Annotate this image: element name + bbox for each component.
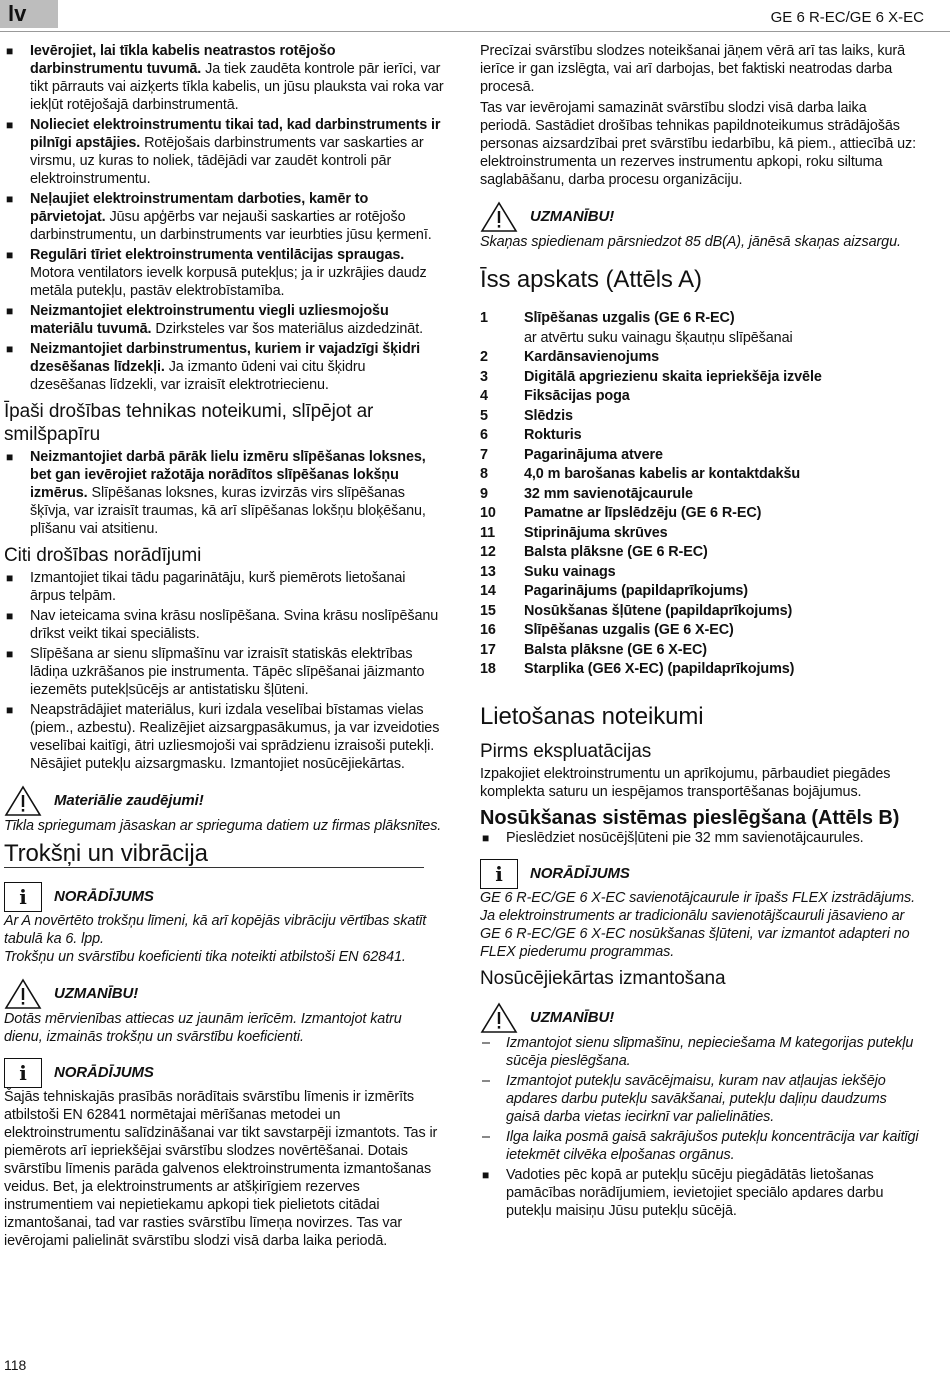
list-item: ■ Pieslēdziet nosūcējšļūteni pie 32 mm savienotājcaurules.	[480, 829, 920, 847]
safety-bullet: ■ Neizmantojiet elektroinstrumentu viegli uzliesmojošu materiālu tuvumā. Dzirksteles var šos materiālus aizdedzināt.	[4, 302, 444, 338]
left-column	[4, 42, 444, 1253]
info-icon: i	[4, 1058, 42, 1088]
list-item: 5 Slēdzis	[480, 407, 573, 424]
note-text: GE 6 R-EC/GE 6 X-EC savienotājcaurule ir īpašs FLEX izstrādājums. Ja elektroinstruments ar tradicionālu savienotājšcauruli jāsavieno ar GE 6 R-EC/GE 6 X-EC nosūkšanas šļūteni, var izmantot adapteri no FLEX piederumu programmas.	[480, 889, 915, 960]
list-item: – Izmantojot putekļu savācējmaisu, kuram nav atļaujas iekšējo apdares darbu putekļu savākšanai, putekļu daļiņu daudzums gaisā darba vietas iecirknī var palielināties.	[480, 1072, 920, 1126]
info-icon: i	[480, 859, 518, 889]
note-text: Ar A novērtēto trokšņu līmeni, kā arī kopējās vibrāciju vērtības skatīt tabulā ka 6. lpp. Trokšņu un svārstību koeficienti tika noteikti atbilstoši EN 62841.	[4, 913, 427, 965]
list-item: 7 Pagarinājuma atvere	[480, 446, 663, 463]
note-label: NORĀDĪJUMS	[530, 864, 630, 882]
notice-label: UZMANĪBU!	[530, 1008, 615, 1026]
note-label: NORĀDĪJUMS	[54, 1064, 154, 1081]
safety-bullet: ■ Nolieciet elektroinstrumentu tikai tad, kad darbinstruments ir pilnīgi apstājies. Rotējošais darbinstruments var saskarties ar virsmu, uz kuras to noliek, tādējādi var zaudēt kontroli pār elektroinstrumentu.	[4, 116, 444, 188]
list-item: 12 Balsta plāksne (GE 6 R-EC)	[480, 544, 708, 560]
caution-notice	[4, 978, 444, 1010]
safety-bullet: ■ Ievērojiet, lai tīkla kabelis neatrastos rotējošo darbinstrumentu tuvumā. Ja tiek zaudēta kontrole pār ierīci, var tikt pārrauts vai aizķerts tīkla kabelis, un jūsu plauksta vai roka var iekļūt rotējošajā darbinstrumentā.	[4, 42, 444, 114]
page-number: 118	[4, 1357, 27, 1373]
list-item: 8 4,0 m barošanas kabelis ar kontaktdakšu	[480, 466, 801, 482]
list-item: ■ Neapstrādājiet materiālus, kuri izdala veselībai bīstamas vielas (piem., azbestu). Realizējiet aizsargpasākumus, ja var izveidoties veselībai kaitīgi, ātri uzliesmojoši vai sprādzienu izraisoši putekļi. Nēsājiet putekļu aizsargmasku. Izmantojiet nosūcējiekārtas.	[4, 701, 444, 773]
notice-label: UZMANĪBU!	[530, 208, 615, 225]
divider	[4, 867, 424, 868]
safety-bullet: ■ Neļaujiet elektroinstrumentam darboties, kamēr to pārvietojat. Jūsu apģērbs var nejauši saskarties ar rotējošo darbinstrumentu, un darbinstruments var ieurbties jūsu ķermenī.	[4, 190, 444, 244]
info-icon: i	[4, 882, 42, 912]
safety-bullet: ■ Regulāri tīriet elektroinstrumenta ventilācijas spraugas. Motora ventilators ievelk korpusā putekļus; ja ir uzkrājies daudz metāla putekļu, pastāv elektrobīstamība.	[4, 246, 444, 300]
list-item: 11 Stiprinājuma skrūves	[480, 524, 668, 541]
list-item: 17 Balsta plāksne (GE 6 X-EC)	[480, 641, 707, 658]
list-item: – Izmantojot sienu slīpmašīnu, nepieciešama M kategorijas putekļu sūcēja pieslēgšana.	[480, 1034, 920, 1070]
warning-icon	[4, 978, 42, 1010]
heading-other-safety: Citi drošības norādījumi	[4, 545, 202, 566]
material-damage-notice	[4, 785, 444, 817]
note-block	[4, 1058, 444, 1088]
list-item: 10 Pamatne ar līpslēdzēju (GE 6 R-EC)	[480, 505, 762, 521]
caution-notice	[480, 201, 920, 233]
note-label: NORĀDĪJUMS	[54, 888, 154, 905]
warning-icon	[480, 1002, 518, 1034]
list-item: ■ Izmantojiet tikai tādu pagarinātāju, kurš piemērots lietošanai ārpus telpām.	[4, 569, 444, 605]
notice-text: Tīkla spriegumam jāsaskan ar sprieguma datiem uz firmas plāksnītes.	[4, 818, 442, 834]
list-item: – Ilga laika posmā gaisā sakrājušos putekļu koncentrācija var kaitīgi ietekmēt cilvēka elpošanas orgānus.	[480, 1128, 920, 1164]
safety-bullet: ■ Neizmantojiet darbinstrumentus, kuriem ir vajadzīgi šķidri dzesēšanas līdzekļi. Ja izmanto ūdeni vai citu šķidru dzesēšanas līdzekli, var izraisīt elektrotriecienu.	[4, 340, 444, 394]
warning-icon	[480, 201, 518, 233]
heading-special-safety: Īpaši drošības tehnikas noteikumi, slīpējot ar smilšpapīru	[4, 401, 374, 445]
list-item: 16 Slīpēšanas uzgalis (GE 6 X-EC)	[480, 622, 734, 638]
notice-label: Materiālie zaudējumi!	[54, 792, 204, 809]
notice-text: Skaņas spiedienam pārsniedzot 85 dB(A), jānēsā skaņas aizsargu.	[480, 234, 901, 250]
list-item: ■ Slīpēšana ar sienu slīpmašīnu var izraisīt statiskās elektrības lādiņa uzkrāšanos pie instrumenta. Tāpēc slīpēšanai jāizmanto iezemēts putekļsūcējs ar antistatisku šļūteni.	[4, 645, 444, 699]
heading-extractor: Nosūcējiekārtas izmantošana	[480, 967, 726, 989]
list-item: 6 Rokturis	[480, 427, 582, 443]
notice-label: UZMANĪBU!	[54, 985, 139, 1002]
heading-overview: Īss apskats (Attēls A)	[480, 266, 702, 293]
list-item: 4 Fiksācijas poga	[480, 388, 630, 404]
list-item: 18 Starplika (GE6 X-EC) (papildaprīkojums)	[480, 661, 795, 677]
paragraph: Tas var ievērojami samazināt svārstību slodzi visā darba laika periodā. Sastādiet drošības tehnikas papildnoteikumus strādājošās personas aizsardzībai pret svārstību iedarbību, kā piem., attiecībā uz: elektroinstrumenta un rezerves instrumentu apkopi, roku siltuma saglabāšanu, darba procesu organizāciju.	[480, 100, 917, 188]
safety-bullet: ■ Neizmantojiet darbā pārāk lielu izmēru slīpēšanas loksnes, bet gan ievērojiet ražotāja norādītos slīpēšanas lokšņu izmērus. Slīpēšanas loksnes, kuras izvirzās virs slīpēšanas šķīvja, var izraisīt traumas, kā arī slīpēšanas lokšņu bloķēšanu, plīšanu vai atsitienu.	[4, 448, 444, 538]
heading-usage: Lietošanas noteikumi	[480, 702, 704, 730]
notice-text: Dotās mērvienības attiecas uz jaunām ierīcēm. Izmantojot katru dienu, izmainās trokšņu un svārstību koeficienti.	[4, 1011, 402, 1045]
list-item: 13 Suku vainags	[480, 563, 616, 580]
list-item: ■ Vadoties pēc kopā ar putekļu sūcēju piegādātās lietošanas pamācības norādījumiem, ievietojiet speciālo apdares darbu putekļu maisiņu Jūsu putekļu sūcējā.	[480, 1166, 920, 1220]
list-item: 1 Slīpēšanas uzgalis (GE 6 R-EC) ar atvērtu suku vainagu šķautņu slīpēšanai	[480, 310, 793, 346]
right-column	[480, 42, 920, 1222]
list-item: 14 Pagarinājums (papildaprīkojums)	[480, 583, 749, 599]
model-header: GE 6 R-EC/GE 6 X-EC	[770, 9, 924, 26]
list-item: 2 Kardānsavienojums	[480, 349, 660, 365]
list-item: ■ Nav ieteicama svina krāsu noslīpēšana. Svina krāsu noslīpēšanu drīkst veikt tikai speciālists.	[4, 607, 444, 643]
header-rule	[0, 31, 950, 32]
heading-before-use: Pirms ekspluatācijas	[480, 740, 652, 762]
note-block	[480, 859, 920, 889]
heading-suction: Nosūkšanas sistēmas pieslēgšana (Attēls B)	[480, 806, 900, 829]
language-tab: lv	[0, 0, 58, 28]
note-block	[4, 882, 444, 912]
warning-icon	[4, 785, 42, 817]
parts-list	[480, 309, 920, 680]
list-item: 15 Nosūkšanas šļūtene (papildaprīkojums)	[480, 602, 793, 619]
heading-noise: Trokšņi un vibrācija	[4, 840, 208, 867]
paragraph: Izpakojiet elektroinstrumentu un aprīkojumu, pārbaudiet piegādes komplekta saturu un iespējamos transportēšanas bojājumus.	[480, 765, 891, 800]
caution-notice	[480, 1002, 920, 1034]
list-item: 3 Digitālā apgriezienu skaita iepriekšēja izvēle	[480, 368, 822, 385]
note-text: Šajās tehniskajās prasībās norādītais svārstību līmenis ir izmērīts atbilstoši EN 62841 normētajai mērīšanas metodei un elektroinstrumentu salīdzināšanai var tikt savstarpēji izmantots. Tas ir piemērots arī iepriekšējai svārstību slodzes novērtēšanai. Dotais svārstību līmenis parāda galvenos elektroinstrumenta izmantošanas veidus. Bet, ja elektroinstruments ar atšķirīgiem rezerves instrumentiem vai nepietiekamu apkopi tiek pielietots citādai izmantošanai, tad var rasties svārstību līmeņa novirzes. Tas var ievērojami palielināt svārstību slodzi visā darba laika periodā.	[4, 1089, 438, 1249]
paragraph: Precīzai svārstību slodzes noteikšanai jāņem vērā arī tas laiks, kurā ierīce ir gan izslēgta, vai arī darbojas, bet faktiski neatrodas darba procesā.	[480, 43, 906, 95]
list-item: 9 32 mm savienotājcaurule	[480, 485, 693, 502]
